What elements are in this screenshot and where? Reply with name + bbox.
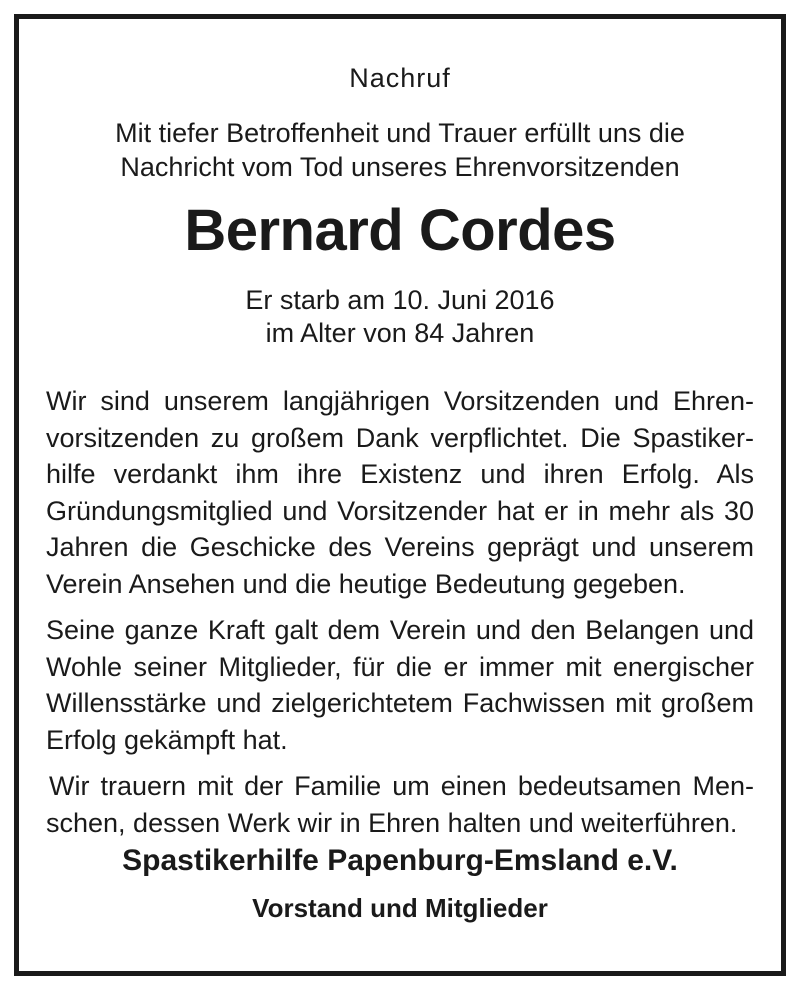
death-date-line: Er starb am 10. Juni 2016: [245, 285, 555, 315]
body-paragraph: Wir sind unserem langjährigen Vorsitzenden und Ehrenvorsitzenden zu großem Dank verpflichtet. Die Spastikerhilfe verdankt ihm ihre Existenz und ihren Erfolg. Als Gründungsmitglied und Vorsitzender hat er in mehr als 30 Jahren die Geschicke des Vereins geprägt und unserem Verein Ansehen und die heutige Bedeutung gegeben.: [46, 386, 754, 599]
organization-name: Spastikerhilfe Papenburg-Emsland e.V.: [122, 844, 678, 877]
intro-text: [19, 116, 781, 184]
obituary-frame: [14, 14, 786, 976]
age-line: im Alter von 84 Jahren: [265, 318, 535, 348]
intro-line: Nachricht vom Tod unseres Ehrenvorsitzenden: [120, 152, 680, 182]
deceased-name: Bernard Cordes: [184, 198, 616, 263]
death-details: [19, 284, 781, 350]
body-paragraph: Seine ganze Kraft galt dem Verein und den Belangen und Wohle seiner Mitglieder, für die er immer mit energischer Willensstärke und zielgerichtetem Fachwissen mit großem Erfolg gekämpft hat.: [46, 615, 754, 755]
signatories: Vorstand und Mitglieder: [252, 893, 548, 923]
notice-heading: Nachruf: [349, 63, 451, 93]
body-paragraph: Wir trauern mit der Familie um einen bedeutsamen Menschen, dessen Werk wir in Ehren halten und weiterführen.: [46, 771, 754, 838]
obituary-body: [46, 383, 754, 851]
intro-line: Mit tiefer Betroffenheit und Trauer erfüllt uns die: [115, 118, 685, 148]
